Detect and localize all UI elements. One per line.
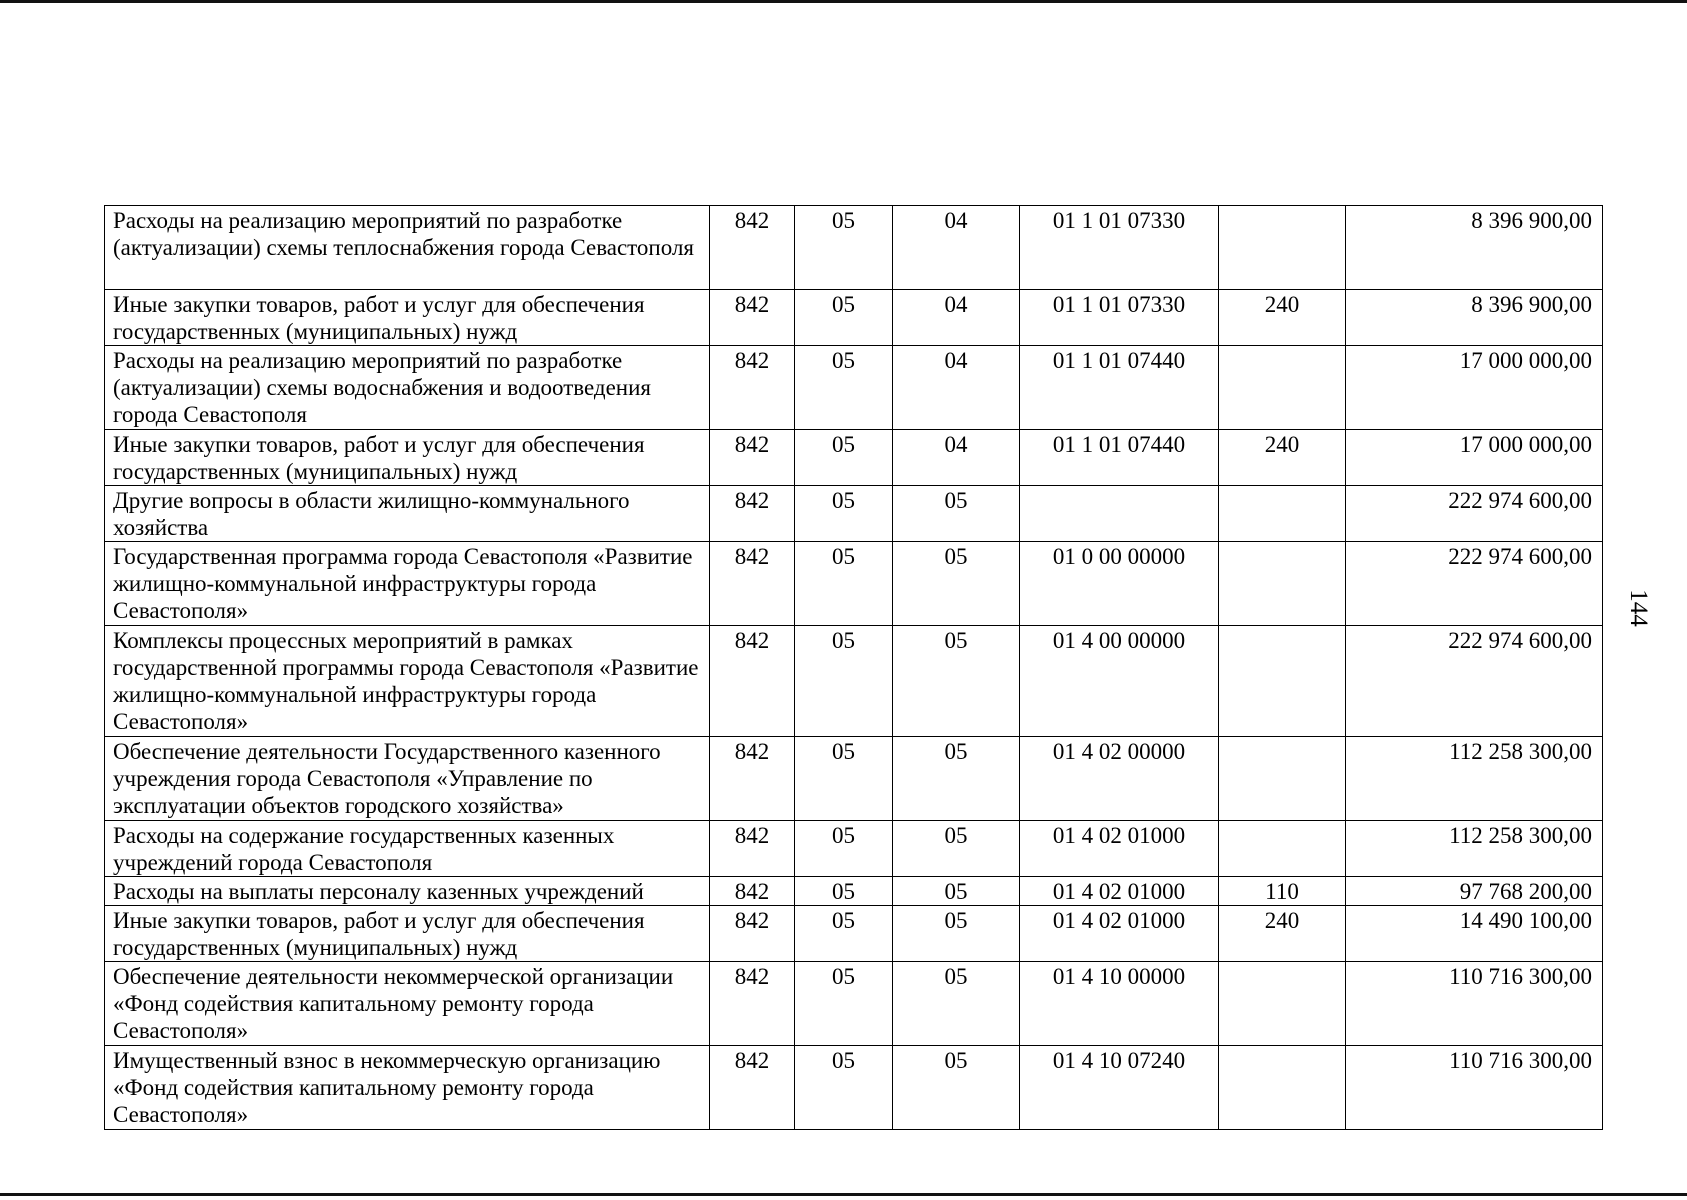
amount-cell: 17 000 000,00 — [1346, 430, 1603, 486]
grbs-code-cell: 842 — [710, 962, 795, 1046]
section-code-cell: 05 — [795, 486, 893, 542]
grbs-code-cell: 842 — [710, 906, 795, 962]
section-code-cell: 05 — [795, 737, 893, 821]
section-code-cell: 05 — [795, 430, 893, 486]
subsection-code-cell: 04 — [893, 430, 1020, 486]
budget-table-body — [105, 206, 1603, 1130]
expense-name-cell: Государственная программа города Севастополя «Развитие жилищно-коммунальной инфраструктуры города Севастополя» — [105, 542, 710, 626]
expense-name-cell: Другие вопросы в области жилищно-коммунального хозяйства — [105, 486, 710, 542]
section-code-cell: 05 — [795, 1046, 893, 1130]
table-row — [105, 626, 1603, 737]
subsection-code-cell: 05 — [893, 486, 1020, 542]
section-code-cell: 05 — [795, 346, 893, 430]
target-article-cell: 01 4 10 00000 — [1020, 962, 1219, 1046]
amount-cell: 222 974 600,00 — [1346, 486, 1603, 542]
subsection-code-cell: 05 — [893, 962, 1020, 1046]
section-code-cell: 05 — [795, 906, 893, 962]
subsection-code-cell: 04 — [893, 290, 1020, 346]
budget-table — [104, 205, 1603, 1130]
subsection-code-cell: 04 — [893, 346, 1020, 430]
target-article-cell: 01 4 00 00000 — [1020, 626, 1219, 737]
subsection-code-cell: 05 — [893, 542, 1020, 626]
amount-cell: 8 396 900,00 — [1346, 290, 1603, 346]
expense-type-cell — [1219, 821, 1346, 877]
expense-name-cell: Расходы на выплаты персоналу казенных учреждений — [105, 877, 710, 906]
subsection-code-cell: 05 — [893, 1046, 1020, 1130]
target-article-cell: 01 1 01 07440 — [1020, 430, 1219, 486]
expense-type-cell — [1219, 206, 1346, 290]
expense-name-cell: Комплексы процессных мероприятий в рамках государственной программы города Севастополя «Развитие жилищно-коммунальной инфраструктуры города Севастополя» — [105, 626, 710, 737]
amount-cell: 97 768 200,00 — [1346, 877, 1603, 906]
subsection-code-cell: 05 — [893, 906, 1020, 962]
section-code-cell: 05 — [795, 877, 893, 906]
expense-type-cell — [1219, 1046, 1346, 1130]
table-row — [105, 962, 1603, 1046]
table-row — [105, 821, 1603, 877]
subsection-code-cell: 05 — [893, 737, 1020, 821]
target-article-cell: 01 4 02 01000 — [1020, 906, 1219, 962]
amount-cell: 112 258 300,00 — [1346, 821, 1603, 877]
table-row — [105, 906, 1603, 962]
grbs-code-cell: 842 — [710, 430, 795, 486]
expense-name-cell: Обеспечение деятельности Государственного казенного учреждения города Севастополя «Управление по эксплуатации объектов городского хозяйства» — [105, 737, 710, 821]
target-article-cell: 01 1 01 07330 — [1020, 290, 1219, 346]
section-code-cell: 05 — [795, 821, 893, 877]
target-article-cell: 01 4 02 00000 — [1020, 737, 1219, 821]
expense-name-cell: Иные закупки товаров, работ и услуг для обеспечения государственных (муниципальных) нужд — [105, 290, 710, 346]
target-article-cell: 01 0 00 00000 — [1020, 542, 1219, 626]
expense-name-cell: Имущественный взнос в некоммерческую организацию «Фонд содействия капитальному ремонту города Севастополя» — [105, 1046, 710, 1130]
target-article-cell: 01 1 01 07330 — [1020, 206, 1219, 290]
expense-type-cell — [1219, 486, 1346, 542]
grbs-code-cell: 842 — [710, 206, 795, 290]
expense-type-cell: 240 — [1219, 430, 1346, 486]
expense-type-cell — [1219, 737, 1346, 821]
grbs-code-cell: 842 — [710, 821, 795, 877]
expense-type-cell — [1219, 626, 1346, 737]
section-code-cell: 05 — [795, 542, 893, 626]
grbs-code-cell: 842 — [710, 877, 795, 906]
expense-name-cell: Расходы на реализацию мероприятий по разработке (актуализации) схемы теплоснабжения города Севастополя — [105, 206, 710, 290]
expense-name-cell: Иные закупки товаров, работ и услуг для обеспечения государственных (муниципальных) нужд — [105, 430, 710, 486]
subsection-code-cell: 05 — [893, 821, 1020, 877]
target-article-cell: 01 4 02 01000 — [1020, 821, 1219, 877]
amount-cell: 110 716 300,00 — [1346, 1046, 1603, 1130]
expense-name-cell: Расходы на содержание государственных казенных учреждений города Севастополя — [105, 821, 710, 877]
subsection-code-cell: 04 — [893, 206, 1020, 290]
table-row — [105, 206, 1603, 290]
section-code-cell: 05 — [795, 626, 893, 737]
subsection-code-cell: 05 — [893, 626, 1020, 737]
grbs-code-cell: 842 — [710, 626, 795, 737]
table-row — [105, 1046, 1603, 1130]
expense-name-cell: Иные закупки товаров, работ и услуг для обеспечения государственных (муниципальных) нужд — [105, 906, 710, 962]
expense-type-cell — [1219, 962, 1346, 1046]
table-row — [105, 486, 1603, 542]
section-code-cell: 05 — [795, 206, 893, 290]
grbs-code-cell: 842 — [710, 290, 795, 346]
amount-cell: 222 974 600,00 — [1346, 626, 1603, 737]
target-article-cell — [1020, 486, 1219, 542]
grbs-code-cell: 842 — [710, 542, 795, 626]
subsection-code-cell: 05 — [893, 877, 1020, 906]
amount-cell: 17 000 000,00 — [1346, 346, 1603, 430]
table-row — [105, 346, 1603, 430]
scan-border-bottom — [0, 1193, 1687, 1196]
grbs-code-cell: 842 — [710, 737, 795, 821]
table-row — [105, 542, 1603, 626]
expense-type-cell — [1219, 542, 1346, 626]
page-number: 144 — [1625, 589, 1652, 627]
scan-border-top — [0, 0, 1687, 3]
grbs-code-cell: 842 — [710, 1046, 795, 1130]
expense-type-cell: 240 — [1219, 906, 1346, 962]
grbs-code-cell: 842 — [710, 346, 795, 430]
expense-name-cell: Расходы на реализацию мероприятий по разработке (актуализации) схемы водоснабжения и водоотведения города Севастополя — [105, 346, 710, 430]
target-article-cell: 01 4 02 01000 — [1020, 877, 1219, 906]
target-article-cell: 01 1 01 07440 — [1020, 346, 1219, 430]
amount-cell: 8 396 900,00 — [1346, 206, 1603, 290]
amount-cell: 222 974 600,00 — [1346, 542, 1603, 626]
section-code-cell: 05 — [795, 290, 893, 346]
section-code-cell: 05 — [795, 962, 893, 1046]
expense-type-cell: 110 — [1219, 877, 1346, 906]
amount-cell: 112 258 300,00 — [1346, 737, 1603, 821]
table-row — [105, 737, 1603, 821]
expense-type-cell: 240 — [1219, 290, 1346, 346]
expense-name-cell: Обеспечение деятельности некоммерческой организации «Фонд содействия капитальному ремонту города Севастополя» — [105, 962, 710, 1046]
amount-cell: 110 716 300,00 — [1346, 962, 1603, 1046]
table-row — [105, 877, 1603, 906]
amount-cell: 14 490 100,00 — [1346, 906, 1603, 962]
table-row — [105, 290, 1603, 346]
table-row — [105, 430, 1603, 486]
expense-type-cell — [1219, 346, 1346, 430]
target-article-cell: 01 4 10 07240 — [1020, 1046, 1219, 1130]
grbs-code-cell: 842 — [710, 486, 795, 542]
